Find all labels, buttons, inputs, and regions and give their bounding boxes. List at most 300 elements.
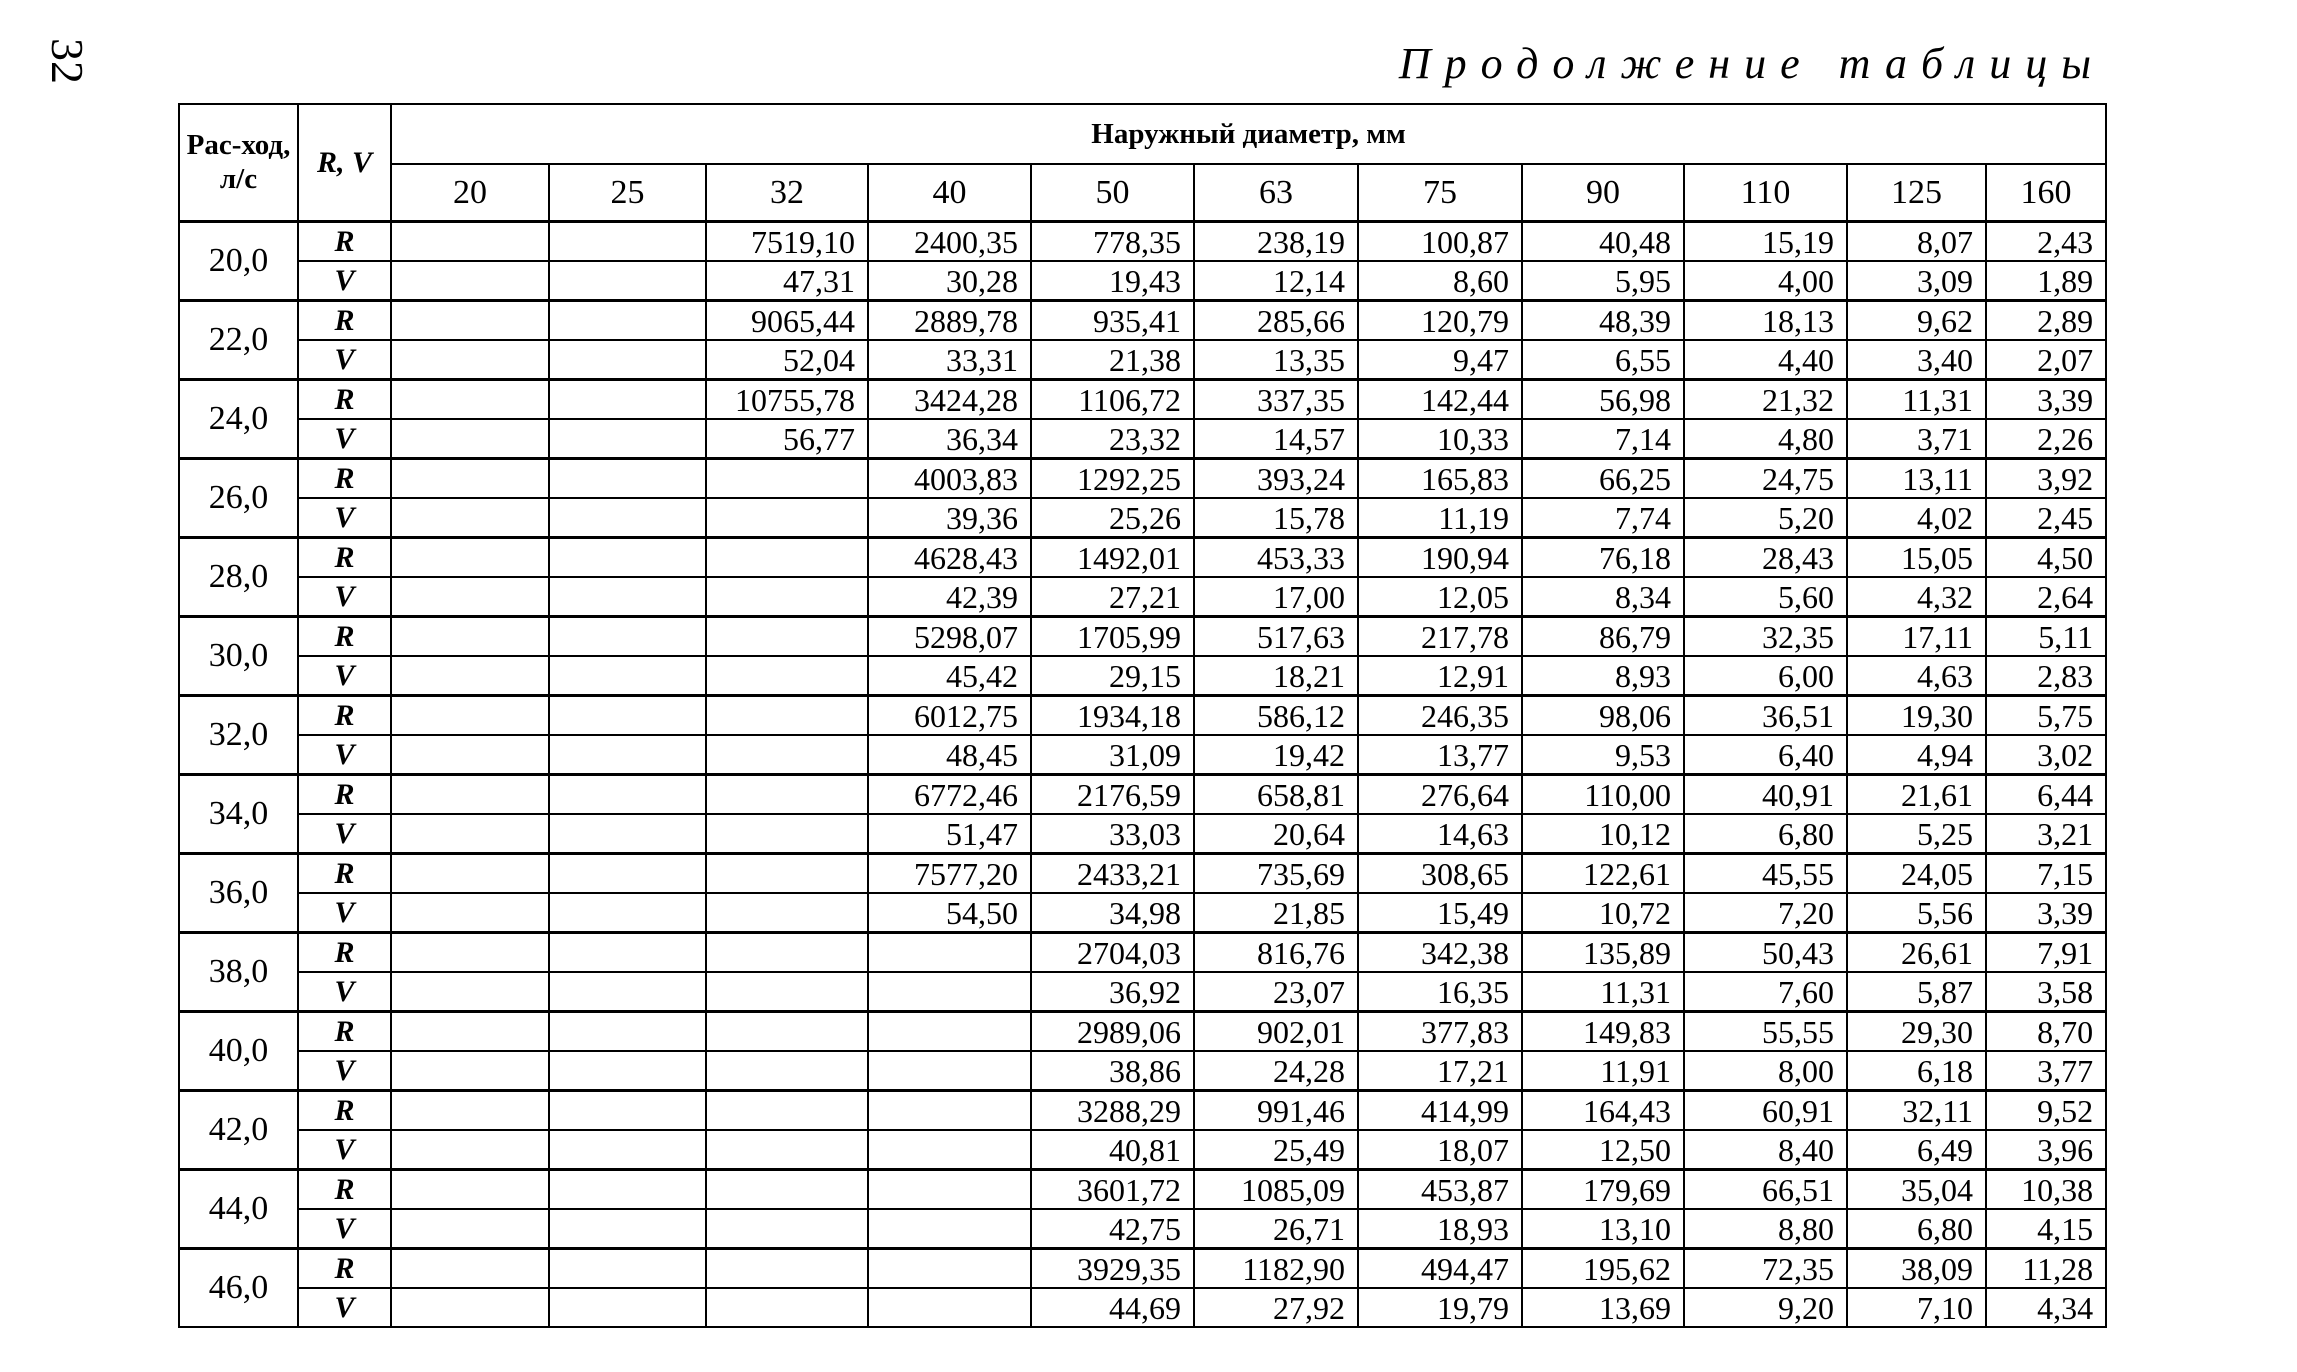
value-cell: 142,44 bbox=[1358, 380, 1522, 420]
value-cell: 6012,75 bbox=[868, 696, 1031, 736]
value-cell bbox=[391, 617, 549, 657]
value-cell bbox=[706, 1249, 868, 1289]
value-cell bbox=[391, 538, 549, 578]
diameter-header-cell: 160 bbox=[1986, 164, 2106, 222]
diameter-header-cell: 50 bbox=[1031, 164, 1194, 222]
value-cell: 8,07 bbox=[1847, 222, 1986, 262]
table-row bbox=[179, 1209, 2106, 1249]
rv-cell: R bbox=[298, 1249, 391, 1289]
value-cell bbox=[391, 577, 549, 617]
value-cell: 5,20 bbox=[1684, 498, 1847, 538]
value-cell: 2989,06 bbox=[1031, 1012, 1194, 1052]
value-cell: 494,47 bbox=[1358, 1249, 1522, 1289]
value-cell: 14,57 bbox=[1194, 419, 1358, 459]
value-cell: 24,05 bbox=[1847, 854, 1986, 894]
rv-cell: V bbox=[298, 419, 391, 459]
value-cell: 6,40 bbox=[1684, 735, 1847, 775]
value-cell: 5,75 bbox=[1986, 696, 2106, 736]
value-cell: 54,50 bbox=[868, 893, 1031, 933]
value-cell: 8,93 bbox=[1522, 656, 1684, 696]
rv-cell: V bbox=[298, 340, 391, 380]
flow-cell: 26,0 bbox=[179, 459, 298, 538]
value-cell: 15,49 bbox=[1358, 893, 1522, 933]
value-cell: 26,61 bbox=[1847, 933, 1986, 973]
value-cell: 2400,35 bbox=[868, 222, 1031, 262]
value-cell: 4,63 bbox=[1847, 656, 1986, 696]
value-cell: 15,19 bbox=[1684, 222, 1847, 262]
flow-cell: 30,0 bbox=[179, 617, 298, 696]
value-cell bbox=[706, 498, 868, 538]
value-cell: 66,51 bbox=[1684, 1170, 1847, 1210]
value-cell: 36,51 bbox=[1684, 696, 1847, 736]
table-row bbox=[179, 261, 2106, 301]
value-cell: 3,96 bbox=[1986, 1130, 2106, 1170]
value-cell bbox=[549, 459, 706, 499]
value-cell: 19,30 bbox=[1847, 696, 1986, 736]
value-cell bbox=[706, 1170, 868, 1210]
rv-cell: V bbox=[298, 1288, 391, 1327]
rv-cell: V bbox=[298, 735, 391, 775]
rv-cell: V bbox=[298, 1209, 391, 1249]
value-cell: 517,63 bbox=[1194, 617, 1358, 657]
value-cell: 453,87 bbox=[1358, 1170, 1522, 1210]
value-cell: 2889,78 bbox=[868, 301, 1031, 341]
value-cell bbox=[549, 498, 706, 538]
value-cell bbox=[549, 1051, 706, 1091]
value-cell: 21,85 bbox=[1194, 893, 1358, 933]
value-cell: 3,77 bbox=[1986, 1051, 2106, 1091]
value-cell bbox=[549, 933, 706, 973]
rv-cell: R bbox=[298, 1170, 391, 1210]
flow-cell: 44,0 bbox=[179, 1170, 298, 1249]
value-cell: 7,60 bbox=[1684, 972, 1847, 1012]
value-cell: 11,28 bbox=[1986, 1249, 2106, 1289]
value-cell bbox=[549, 538, 706, 578]
value-cell: 11,31 bbox=[1522, 972, 1684, 1012]
value-cell: 25,26 bbox=[1031, 498, 1194, 538]
value-cell: 21,38 bbox=[1031, 340, 1194, 380]
rv-cell: R bbox=[298, 380, 391, 420]
table-row bbox=[179, 380, 2106, 420]
value-cell: 52,04 bbox=[706, 340, 868, 380]
table-row bbox=[179, 498, 2106, 538]
value-cell bbox=[706, 775, 868, 815]
value-cell: 3601,72 bbox=[1031, 1170, 1194, 1210]
value-cell: 34,98 bbox=[1031, 893, 1194, 933]
value-cell: 11,91 bbox=[1522, 1051, 1684, 1091]
value-cell: 2,89 bbox=[1986, 301, 2106, 341]
value-cell bbox=[868, 972, 1031, 1012]
value-cell: 1085,09 bbox=[1194, 1170, 1358, 1210]
value-cell: 3288,29 bbox=[1031, 1091, 1194, 1131]
rv-cell: V bbox=[298, 261, 391, 301]
value-cell bbox=[868, 1170, 1031, 1210]
value-cell: 60,91 bbox=[1684, 1091, 1847, 1131]
value-cell: 48,39 bbox=[1522, 301, 1684, 341]
value-cell: 4628,43 bbox=[868, 538, 1031, 578]
rv-cell: V bbox=[298, 1130, 391, 1170]
flow-header: Рас-ход, л/с bbox=[179, 104, 298, 222]
diameter-header-cell: 110 bbox=[1684, 164, 1847, 222]
table-row bbox=[179, 775, 2106, 815]
value-cell: 3,40 bbox=[1847, 340, 1986, 380]
value-cell: 51,47 bbox=[868, 814, 1031, 854]
value-cell: 8,34 bbox=[1522, 577, 1684, 617]
value-cell: 27,21 bbox=[1031, 577, 1194, 617]
value-cell bbox=[391, 972, 549, 1012]
table-row bbox=[179, 893, 2106, 933]
value-cell: 5,60 bbox=[1684, 577, 1847, 617]
value-cell: 658,81 bbox=[1194, 775, 1358, 815]
value-cell: 7,14 bbox=[1522, 419, 1684, 459]
value-cell: 6772,46 bbox=[868, 775, 1031, 815]
value-cell: 42,39 bbox=[868, 577, 1031, 617]
value-cell bbox=[549, 1012, 706, 1052]
value-cell bbox=[549, 814, 706, 854]
table-row bbox=[179, 301, 2106, 341]
value-cell: 50,43 bbox=[1684, 933, 1847, 973]
table-body bbox=[179, 222, 2106, 1328]
value-cell bbox=[706, 1288, 868, 1327]
value-cell: 3,58 bbox=[1986, 972, 2106, 1012]
value-cell: 4003,83 bbox=[868, 459, 1031, 499]
rv-header: R, V bbox=[298, 104, 391, 222]
table-row bbox=[179, 538, 2106, 578]
value-cell: 110,00 bbox=[1522, 775, 1684, 815]
rv-cell: R bbox=[298, 775, 391, 815]
value-cell: 40,91 bbox=[1684, 775, 1847, 815]
value-cell: 4,34 bbox=[1986, 1288, 2106, 1327]
value-cell bbox=[868, 1012, 1031, 1052]
value-cell: 100,87 bbox=[1358, 222, 1522, 262]
value-cell: 16,35 bbox=[1358, 972, 1522, 1012]
value-cell: 86,79 bbox=[1522, 617, 1684, 657]
flow-cell: 22,0 bbox=[179, 301, 298, 380]
value-cell: 38,09 bbox=[1847, 1249, 1986, 1289]
value-cell: 2433,21 bbox=[1031, 854, 1194, 894]
value-cell: 735,69 bbox=[1194, 854, 1358, 894]
value-cell: 42,75 bbox=[1031, 1209, 1194, 1249]
rv-cell: R bbox=[298, 854, 391, 894]
value-cell bbox=[549, 1130, 706, 1170]
flow-cell: 34,0 bbox=[179, 775, 298, 854]
value-cell: 30,28 bbox=[868, 261, 1031, 301]
rv-cell: V bbox=[298, 656, 391, 696]
value-cell: 4,50 bbox=[1986, 538, 2106, 578]
value-cell: 6,80 bbox=[1684, 814, 1847, 854]
value-cell: 935,41 bbox=[1031, 301, 1194, 341]
page-number: 32 bbox=[42, 38, 93, 84]
table-row bbox=[179, 656, 2106, 696]
rv-cell: R bbox=[298, 459, 391, 499]
value-cell bbox=[868, 1091, 1031, 1131]
value-cell: 6,80 bbox=[1847, 1209, 1986, 1249]
value-cell: 3,92 bbox=[1986, 459, 2106, 499]
value-cell: 14,63 bbox=[1358, 814, 1522, 854]
value-cell: 3929,35 bbox=[1031, 1249, 1194, 1289]
value-cell: 19,79 bbox=[1358, 1288, 1522, 1327]
value-cell bbox=[868, 1288, 1031, 1327]
value-cell: 18,07 bbox=[1358, 1130, 1522, 1170]
value-cell: 20,64 bbox=[1194, 814, 1358, 854]
flow-cell: 24,0 bbox=[179, 380, 298, 459]
value-cell: 13,10 bbox=[1522, 1209, 1684, 1249]
value-cell: 66,25 bbox=[1522, 459, 1684, 499]
rv-cell: V bbox=[298, 814, 391, 854]
value-cell: 19,43 bbox=[1031, 261, 1194, 301]
value-cell: 3,21 bbox=[1986, 814, 2106, 854]
value-cell bbox=[391, 1091, 549, 1131]
value-cell: 23,07 bbox=[1194, 972, 1358, 1012]
value-cell bbox=[868, 1249, 1031, 1289]
value-cell bbox=[706, 854, 868, 894]
value-cell bbox=[549, 222, 706, 262]
value-cell: 3424,28 bbox=[868, 380, 1031, 420]
value-cell: 308,65 bbox=[1358, 854, 1522, 894]
table-row bbox=[179, 735, 2106, 775]
value-cell: 12,05 bbox=[1358, 577, 1522, 617]
value-cell: 45,55 bbox=[1684, 854, 1847, 894]
value-cell bbox=[391, 261, 549, 301]
diameter-header-row bbox=[179, 164, 2106, 222]
value-cell: 11,31 bbox=[1847, 380, 1986, 420]
table-row bbox=[179, 1170, 2106, 1210]
flow-cell: 38,0 bbox=[179, 933, 298, 1012]
value-cell: 10,72 bbox=[1522, 893, 1684, 933]
value-cell bbox=[391, 735, 549, 775]
value-cell: 5,87 bbox=[1847, 972, 1986, 1012]
value-cell: 190,94 bbox=[1358, 538, 1522, 578]
value-cell bbox=[549, 696, 706, 736]
value-cell bbox=[706, 1209, 868, 1249]
value-cell: 195,62 bbox=[1522, 1249, 1684, 1289]
value-cell: 33,31 bbox=[868, 340, 1031, 380]
flow-cell: 20,0 bbox=[179, 222, 298, 301]
value-cell: 33,03 bbox=[1031, 814, 1194, 854]
value-cell: 13,11 bbox=[1847, 459, 1986, 499]
rv-cell: R bbox=[298, 1012, 391, 1052]
value-cell: 1705,99 bbox=[1031, 617, 1194, 657]
value-cell: 6,55 bbox=[1522, 340, 1684, 380]
value-cell bbox=[706, 814, 868, 854]
value-cell: 6,00 bbox=[1684, 656, 1847, 696]
value-cell bbox=[706, 1091, 868, 1131]
value-cell bbox=[549, 419, 706, 459]
value-cell: 2,45 bbox=[1986, 498, 2106, 538]
value-cell bbox=[391, 775, 549, 815]
value-cell: 393,24 bbox=[1194, 459, 1358, 499]
value-cell: 9,20 bbox=[1684, 1288, 1847, 1327]
value-cell bbox=[706, 1051, 868, 1091]
value-cell: 19,42 bbox=[1194, 735, 1358, 775]
value-cell: 55,55 bbox=[1684, 1012, 1847, 1052]
value-cell: 13,35 bbox=[1194, 340, 1358, 380]
value-cell: 36,34 bbox=[868, 419, 1031, 459]
value-cell: 122,61 bbox=[1522, 854, 1684, 894]
diameter-header-cell: 32 bbox=[706, 164, 868, 222]
value-cell: 10,12 bbox=[1522, 814, 1684, 854]
value-cell: 414,99 bbox=[1358, 1091, 1522, 1131]
value-cell: 991,46 bbox=[1194, 1091, 1358, 1131]
rv-cell: R bbox=[298, 696, 391, 736]
value-cell: 377,83 bbox=[1358, 1012, 1522, 1052]
diameter-header-cell: 20 bbox=[391, 164, 549, 222]
value-cell: 1292,25 bbox=[1031, 459, 1194, 499]
value-cell: 15,78 bbox=[1194, 498, 1358, 538]
value-cell bbox=[391, 498, 549, 538]
value-cell: 586,12 bbox=[1194, 696, 1358, 736]
value-cell: 48,45 bbox=[868, 735, 1031, 775]
value-cell: 4,40 bbox=[1684, 340, 1847, 380]
value-cell: 3,39 bbox=[1986, 893, 2106, 933]
value-cell bbox=[391, 1170, 549, 1210]
value-cell bbox=[391, 301, 549, 341]
flow-cell: 40,0 bbox=[179, 1012, 298, 1091]
rv-cell: R bbox=[298, 933, 391, 973]
diameter-header-cell: 63 bbox=[1194, 164, 1358, 222]
value-cell bbox=[391, 459, 549, 499]
table-row bbox=[179, 1051, 2106, 1091]
value-cell: 12,91 bbox=[1358, 656, 1522, 696]
value-cell: 4,80 bbox=[1684, 419, 1847, 459]
value-cell bbox=[549, 301, 706, 341]
value-cell bbox=[391, 656, 549, 696]
flow-cell: 36,0 bbox=[179, 854, 298, 933]
table-row bbox=[179, 617, 2106, 657]
value-cell bbox=[549, 1288, 706, 1327]
value-cell: 24,75 bbox=[1684, 459, 1847, 499]
value-cell: 902,01 bbox=[1194, 1012, 1358, 1052]
value-cell: 6,49 bbox=[1847, 1130, 1986, 1170]
value-cell: 36,92 bbox=[1031, 972, 1194, 1012]
value-cell: 44,69 bbox=[1031, 1288, 1194, 1327]
value-cell: 76,18 bbox=[1522, 538, 1684, 578]
value-cell: 179,69 bbox=[1522, 1170, 1684, 1210]
value-cell: 1492,01 bbox=[1031, 538, 1194, 578]
value-cell: 17,11 bbox=[1847, 617, 1986, 657]
value-cell: 6,44 bbox=[1986, 775, 2106, 815]
value-cell bbox=[868, 1209, 1031, 1249]
value-cell: 40,81 bbox=[1031, 1130, 1194, 1170]
value-cell: 9,52 bbox=[1986, 1091, 2106, 1131]
table-row bbox=[179, 222, 2106, 262]
value-cell: 18,21 bbox=[1194, 656, 1358, 696]
value-cell: 27,92 bbox=[1194, 1288, 1358, 1327]
value-cell: 337,35 bbox=[1194, 380, 1358, 420]
value-cell: 3,09 bbox=[1847, 261, 1986, 301]
value-cell: 4,94 bbox=[1847, 735, 1986, 775]
value-cell: 3,39 bbox=[1986, 380, 2106, 420]
value-cell: 6,18 bbox=[1847, 1051, 1986, 1091]
value-cell bbox=[391, 696, 549, 736]
value-cell: 164,43 bbox=[1522, 1091, 1684, 1131]
value-cell bbox=[549, 656, 706, 696]
value-cell: 7,20 bbox=[1684, 893, 1847, 933]
value-cell: 13,77 bbox=[1358, 735, 1522, 775]
value-cell bbox=[706, 735, 868, 775]
value-cell: 3,71 bbox=[1847, 419, 1986, 459]
value-cell: 98,06 bbox=[1522, 696, 1684, 736]
value-cell: 15,05 bbox=[1847, 538, 1986, 578]
rv-cell: R bbox=[298, 617, 391, 657]
table-row bbox=[179, 459, 2106, 499]
value-cell: 1,89 bbox=[1986, 261, 2106, 301]
table-row bbox=[179, 419, 2106, 459]
value-cell bbox=[549, 893, 706, 933]
value-cell bbox=[549, 261, 706, 301]
value-cell bbox=[868, 1051, 1031, 1091]
value-cell: 9,62 bbox=[1847, 301, 1986, 341]
value-cell: 56,98 bbox=[1522, 380, 1684, 420]
table-row bbox=[179, 1012, 2106, 1052]
value-cell bbox=[706, 656, 868, 696]
value-cell bbox=[391, 1249, 549, 1289]
value-cell: 4,15 bbox=[1986, 1209, 2106, 1249]
table-row bbox=[179, 696, 2106, 736]
value-cell: 5298,07 bbox=[868, 617, 1031, 657]
value-cell: 9065,44 bbox=[706, 301, 868, 341]
value-cell: 246,35 bbox=[1358, 696, 1522, 736]
value-cell: 2,26 bbox=[1986, 419, 2106, 459]
value-cell: 72,35 bbox=[1684, 1249, 1847, 1289]
value-cell: 13,69 bbox=[1522, 1288, 1684, 1327]
value-cell: 31,09 bbox=[1031, 735, 1194, 775]
value-cell bbox=[549, 1170, 706, 1210]
table-row bbox=[179, 1249, 2106, 1289]
value-cell: 4,00 bbox=[1684, 261, 1847, 301]
value-cell bbox=[391, 933, 549, 973]
rv-cell: V bbox=[298, 498, 391, 538]
value-cell: 2,64 bbox=[1986, 577, 2106, 617]
value-cell bbox=[706, 696, 868, 736]
value-cell: 7,15 bbox=[1986, 854, 2106, 894]
value-cell: 26,71 bbox=[1194, 1209, 1358, 1249]
value-cell: 32,11 bbox=[1847, 1091, 1986, 1131]
value-cell: 10,33 bbox=[1358, 419, 1522, 459]
continuation-title: Продолжение таблицы bbox=[1398, 39, 2105, 88]
value-cell bbox=[549, 380, 706, 420]
value-cell bbox=[549, 1249, 706, 1289]
value-cell: 816,76 bbox=[1194, 933, 1358, 973]
value-cell: 2,07 bbox=[1986, 340, 2106, 380]
value-cell: 285,66 bbox=[1194, 301, 1358, 341]
value-cell: 5,11 bbox=[1986, 617, 2106, 657]
value-cell: 17,00 bbox=[1194, 577, 1358, 617]
diameter-header-cell: 25 bbox=[549, 164, 706, 222]
value-cell: 2,43 bbox=[1986, 222, 2106, 262]
flow-cell: 42,0 bbox=[179, 1091, 298, 1170]
table-row bbox=[179, 1091, 2106, 1131]
diameter-header-cell: 75 bbox=[1358, 164, 1522, 222]
value-cell: 5,25 bbox=[1847, 814, 1986, 854]
value-cell bbox=[706, 459, 868, 499]
value-cell: 5,56 bbox=[1847, 893, 1986, 933]
value-cell: 18,13 bbox=[1684, 301, 1847, 341]
value-cell: 28,43 bbox=[1684, 538, 1847, 578]
value-cell: 12,50 bbox=[1522, 1130, 1684, 1170]
value-cell bbox=[868, 1130, 1031, 1170]
flow-cell: 32,0 bbox=[179, 696, 298, 775]
value-cell bbox=[868, 933, 1031, 973]
hydraulic-data-table bbox=[178, 103, 2107, 1328]
value-cell bbox=[549, 1091, 706, 1131]
value-cell bbox=[391, 1130, 549, 1170]
rv-cell: R bbox=[298, 1091, 391, 1131]
value-cell: 10,38 bbox=[1986, 1170, 2106, 1210]
value-cell: 24,28 bbox=[1194, 1051, 1358, 1091]
value-cell: 165,83 bbox=[1358, 459, 1522, 499]
flow-cell: 28,0 bbox=[179, 538, 298, 617]
